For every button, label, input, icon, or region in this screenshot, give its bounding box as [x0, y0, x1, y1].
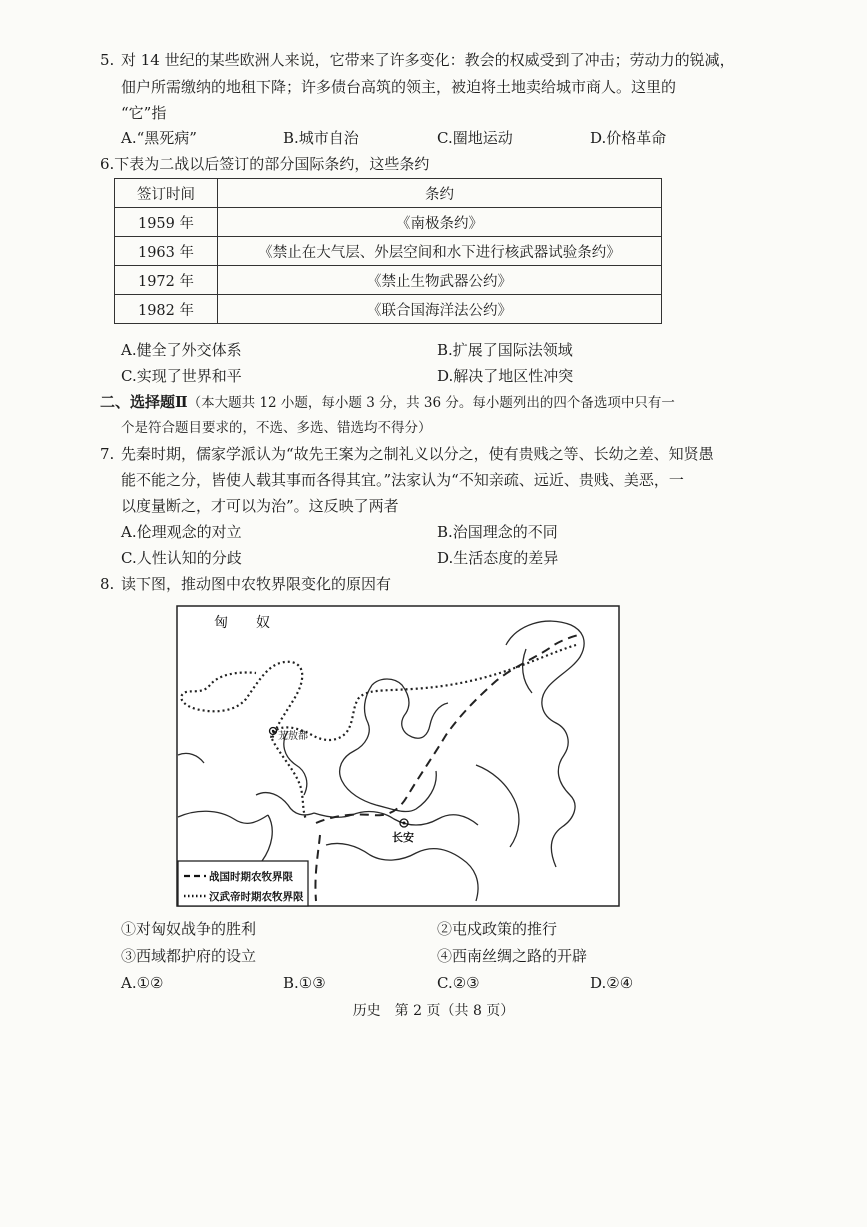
table-row [115, 295, 662, 324]
city-marker-changan-dot [403, 822, 406, 825]
table-header-date: 签订时间 [115, 179, 218, 208]
q5-stem-line1: 对 14 世纪的某些欧洲人来说，它带来了许多变化：教会的权威受到了冲击；劳动力的锐减， [121, 51, 735, 69]
city-marker-west-dot [272, 730, 274, 732]
q8-option-a: A.①② [121, 974, 164, 992]
q5-option-a: A.“黑死病” [121, 129, 197, 147]
q7-option-a: A.伦理观念的对立 [121, 523, 242, 541]
table-row [115, 208, 662, 237]
region-label-xiongnu: 匈 奴 [214, 616, 270, 631]
q8-option-d: D.②④ [590, 974, 634, 992]
q5-stem-line3: “它”指 [121, 104, 167, 122]
q6-option-d: D.解决了地区性冲突 [437, 367, 574, 385]
treaty-table [114, 178, 662, 324]
table-cell-treaty: 《联合国海洋法公约》 [218, 295, 662, 324]
legend-dashed-label: 战国时期农牧界限 [209, 871, 293, 883]
table-cell-year: 1982 年 [115, 295, 218, 324]
q7-stem-line2: 能不能之分，皆使人载其事而各得其宜。”法家认为“不知亲疏、远近、贵贱、美恶，一 [121, 471, 684, 489]
city-label-changan: 长安 [392, 832, 414, 844]
q8-statement-4: ④西南丝绸之路的开辟 [437, 947, 588, 965]
q7-option-b: B.治国理念的不同 [437, 523, 558, 541]
table-header-row [115, 179, 662, 208]
section2-heading [100, 392, 675, 413]
q7-stem-line1: 先秦时期，儒家学派认为“故先王案为之制礼义以分之，使有贵贱之等、长幼之差、知贤愚 [121, 445, 714, 463]
table-cell-year: 1959 年 [115, 208, 218, 237]
q6-option-c: C.实现了世界和平 [121, 367, 242, 385]
q6-option-b: B.扩展了国际法领域 [437, 341, 573, 359]
city-label-west: 茏敖都 [278, 731, 308, 742]
q8-statement-2: ②屯戍政策的推行 [437, 920, 558, 938]
q8-option-c: C.②③ [437, 974, 480, 992]
q5-option-b: B.城市自治 [283, 129, 359, 147]
q7-option-d: D.生活态度的差异 [437, 549, 559, 567]
section2-title: 二、选择题Ⅱ [100, 393, 188, 411]
section2-desc-line1: （本大题共 12 小题，每小题 3 分，共 36 分。每小题列出的四个备选项中只有一 [187, 395, 675, 411]
q7-number: 7. [100, 445, 115, 463]
q5-stem-line2: 佃户所需缴纳的地租下降；许多债台高筑的领主，被迫将土地卖给城市商人。这里的 [121, 78, 677, 96]
q6-option-a: A.健全了外交体系 [121, 341, 242, 359]
q7-option-c: C.人性认知的分歧 [121, 549, 242, 567]
q6-stem: 6.下表为二战以后签订的部分国际条约，这些条约 [100, 155, 430, 173]
table-row [115, 266, 662, 295]
q8-stem: 读下图，推动图中农牧界限变化的原因有 [121, 575, 392, 593]
table-cell-treaty: 《南极条约》 [218, 208, 662, 237]
table-row [115, 237, 662, 266]
q8-option-b: B.①③ [283, 974, 326, 992]
map-figure [176, 605, 620, 907]
table-cell-treaty: 《禁止在大气层、外层空间和水下进行核武器试验条约》 [218, 237, 662, 266]
table-header-treaty: 条约 [218, 179, 662, 208]
q8-statement-3: ③西域都护府的设立 [121, 947, 257, 965]
page-footer: 历史 第 2 页（共 8 页） [352, 1003, 515, 1019]
q8-number: 8. [100, 575, 115, 593]
q5-option-c: C.圈地运动 [437, 129, 513, 147]
border-map [176, 605, 620, 907]
legend-dotted-label: 汉武帝时期农牧界限 [209, 891, 304, 903]
table-cell-year: 1963 年 [115, 237, 218, 266]
q5-number: 5. [100, 51, 115, 69]
section2-desc-line2: 个是符合题目要求的，不选、多选、错选均不得分） [121, 420, 432, 436]
q7-stem-line3: 以度量断之，才可以为治”。这反映了两者 [121, 497, 399, 515]
q5-option-d: D.价格革命 [590, 129, 667, 147]
table-cell-year: 1972 年 [115, 266, 218, 295]
q8-statement-1: ①对匈奴战争的胜利 [121, 920, 257, 938]
table-cell-treaty: 《禁止生物武器公约》 [218, 266, 662, 295]
